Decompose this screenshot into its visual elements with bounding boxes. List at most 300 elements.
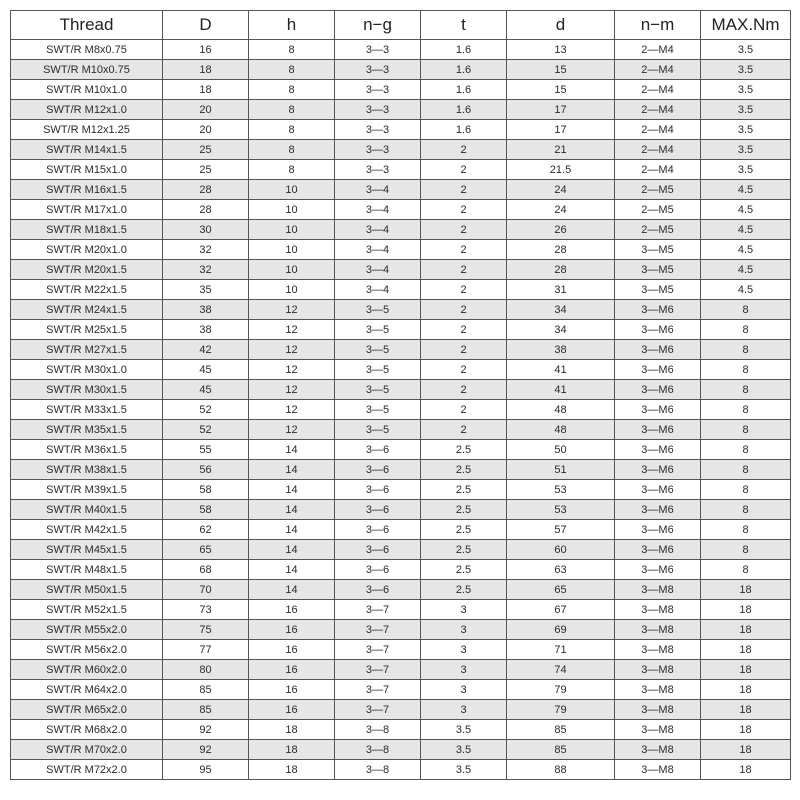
- n-g-cell: 3—4: [335, 180, 421, 200]
- thread-cell: SWT/R M30x1.5: [11, 380, 163, 400]
- n-g-cell: 3—7: [335, 620, 421, 640]
- t-cell: 2: [421, 380, 507, 400]
- table-header: [11, 11, 791, 40]
- t-cell: 2.5: [421, 540, 507, 560]
- t-cell: 3.5: [421, 720, 507, 740]
- thread-cell: SWT/R M20x1.5: [11, 260, 163, 280]
- n-g-cell: 3—5: [335, 340, 421, 360]
- table-row: [11, 560, 791, 580]
- n-g-cell: 3—5: [335, 380, 421, 400]
- n-g-cell: 3—6: [335, 460, 421, 480]
- t-cell: 3: [421, 660, 507, 680]
- t-cell: 1.6: [421, 40, 507, 60]
- d-inner-cell: 48: [507, 420, 615, 440]
- t-cell: 2: [421, 360, 507, 380]
- max-nm-cell: 18: [701, 740, 791, 760]
- h-cell: 14: [249, 520, 335, 540]
- d-outer-cell: 62: [163, 520, 249, 540]
- header-t: t: [421, 11, 507, 40]
- max-nm-cell: 8: [701, 480, 791, 500]
- max-nm-cell: 3.5: [701, 120, 791, 140]
- max-nm-cell: 8: [701, 440, 791, 460]
- thread-cell: SWT/R M12x1.25: [11, 120, 163, 140]
- header-h: h: [249, 11, 335, 40]
- thread-cell: SWT/R M52x1.5: [11, 600, 163, 620]
- h-cell: 8: [249, 60, 335, 80]
- table-row: [11, 580, 791, 600]
- thread-cell: SWT/R M42x1.5: [11, 520, 163, 540]
- n-g-cell: 3—7: [335, 700, 421, 720]
- n-m-cell: 2—M4: [615, 40, 701, 60]
- d-inner-cell: 21: [507, 140, 615, 160]
- n-m-cell: 2—M5: [615, 220, 701, 240]
- max-nm-cell: 18: [701, 760, 791, 780]
- table-row: [11, 80, 791, 100]
- thread-cell: SWT/R M56x2.0: [11, 640, 163, 660]
- d-outer-cell: 25: [163, 140, 249, 160]
- d-outer-cell: 32: [163, 260, 249, 280]
- n-m-cell: 3—M6: [615, 420, 701, 440]
- d-inner-cell: 79: [507, 700, 615, 720]
- max-nm-cell: 18: [701, 700, 791, 720]
- h-cell: 16: [249, 600, 335, 620]
- d-inner-cell: 41: [507, 380, 615, 400]
- thread-spec-table: [10, 10, 791, 780]
- n-m-cell: 2—M4: [615, 100, 701, 120]
- d-inner-cell: 57: [507, 520, 615, 540]
- d-inner-cell: 28: [507, 240, 615, 260]
- header-thread: Thread: [11, 11, 163, 40]
- n-g-cell: 3—6: [335, 480, 421, 500]
- n-g-cell: 3—8: [335, 760, 421, 780]
- d-inner-cell: 41: [507, 360, 615, 380]
- d-outer-cell: 16: [163, 40, 249, 60]
- header-d-outer: D: [163, 11, 249, 40]
- n-g-cell: 3—5: [335, 320, 421, 340]
- h-cell: 16: [249, 680, 335, 700]
- d-outer-cell: 28: [163, 200, 249, 220]
- d-inner-cell: 34: [507, 300, 615, 320]
- table-row: [11, 380, 791, 400]
- n-g-cell: 3—3: [335, 160, 421, 180]
- table-row: [11, 220, 791, 240]
- d-outer-cell: 65: [163, 540, 249, 560]
- d-inner-cell: 74: [507, 660, 615, 680]
- d-inner-cell: 13: [507, 40, 615, 60]
- h-cell: 8: [249, 100, 335, 120]
- t-cell: 2: [421, 140, 507, 160]
- n-g-cell: 3—7: [335, 640, 421, 660]
- d-outer-cell: 28: [163, 180, 249, 200]
- max-nm-cell: 18: [701, 720, 791, 740]
- n-m-cell: 3—M8: [615, 640, 701, 660]
- thread-cell: SWT/R M8x0.75: [11, 40, 163, 60]
- n-m-cell: 3—M6: [615, 340, 701, 360]
- thread-cell: SWT/R M55x2.0: [11, 620, 163, 640]
- thread-cell: SWT/R M36x1.5: [11, 440, 163, 460]
- n-g-cell: 3—5: [335, 400, 421, 420]
- h-cell: 16: [249, 640, 335, 660]
- t-cell: 2: [421, 420, 507, 440]
- n-g-cell: 3—6: [335, 540, 421, 560]
- n-m-cell: 3—M8: [615, 760, 701, 780]
- h-cell: 12: [249, 320, 335, 340]
- n-m-cell: 3—M8: [615, 680, 701, 700]
- n-m-cell: 3—M8: [615, 600, 701, 620]
- d-outer-cell: 85: [163, 680, 249, 700]
- d-inner-cell: 85: [507, 720, 615, 740]
- d-inner-cell: 88: [507, 760, 615, 780]
- max-nm-cell: 8: [701, 380, 791, 400]
- max-nm-cell: 8: [701, 400, 791, 420]
- max-nm-cell: 4.5: [701, 280, 791, 300]
- d-outer-cell: 38: [163, 320, 249, 340]
- n-m-cell: 3—M5: [615, 240, 701, 260]
- n-m-cell: 3—M6: [615, 480, 701, 500]
- n-g-cell: 3—3: [335, 40, 421, 60]
- n-g-cell: 3—4: [335, 220, 421, 240]
- h-cell: 12: [249, 340, 335, 360]
- table-row: [11, 540, 791, 560]
- h-cell: 10: [249, 240, 335, 260]
- d-inner-cell: 85: [507, 740, 615, 760]
- thread-cell: SWT/R M45x1.5: [11, 540, 163, 560]
- n-m-cell: 3—M8: [615, 620, 701, 640]
- n-m-cell: 2—M4: [615, 120, 701, 140]
- d-outer-cell: 42: [163, 340, 249, 360]
- d-inner-cell: 17: [507, 100, 615, 120]
- table-row: [11, 40, 791, 60]
- max-nm-cell: 3.5: [701, 80, 791, 100]
- n-m-cell: 3—M6: [615, 400, 701, 420]
- table-row: [11, 620, 791, 640]
- n-m-cell: 3—M8: [615, 720, 701, 740]
- max-nm-cell: 18: [701, 620, 791, 640]
- d-inner-cell: 26: [507, 220, 615, 240]
- table-row: [11, 420, 791, 440]
- n-m-cell: 3—M6: [615, 440, 701, 460]
- thread-cell: SWT/R M68x2.0: [11, 720, 163, 740]
- d-outer-cell: 68: [163, 560, 249, 580]
- h-cell: 12: [249, 400, 335, 420]
- header-n-m: n−m: [615, 11, 701, 40]
- thread-cell: SWT/R M50x1.5: [11, 580, 163, 600]
- h-cell: 12: [249, 380, 335, 400]
- d-outer-cell: 85: [163, 700, 249, 720]
- n-g-cell: 3—4: [335, 240, 421, 260]
- thread-cell: SWT/R M40x1.5: [11, 500, 163, 520]
- t-cell: 3: [421, 600, 507, 620]
- table-row: [11, 600, 791, 620]
- max-nm-cell: 4.5: [701, 180, 791, 200]
- d-inner-cell: 53: [507, 500, 615, 520]
- h-cell: 14: [249, 460, 335, 480]
- max-nm-cell: 8: [701, 560, 791, 580]
- thread-cell: SWT/R M72x2.0: [11, 760, 163, 780]
- h-cell: 10: [249, 180, 335, 200]
- t-cell: 2: [421, 160, 507, 180]
- max-nm-cell: 4.5: [701, 200, 791, 220]
- max-nm-cell: 4.5: [701, 260, 791, 280]
- d-outer-cell: 70: [163, 580, 249, 600]
- h-cell: 18: [249, 760, 335, 780]
- d-inner-cell: 48: [507, 400, 615, 420]
- t-cell: 2.5: [421, 440, 507, 460]
- d-outer-cell: 52: [163, 400, 249, 420]
- d-inner-cell: 34: [507, 320, 615, 340]
- table-row: [11, 440, 791, 460]
- n-g-cell: 3—8: [335, 740, 421, 760]
- table-row: [11, 480, 791, 500]
- thread-cell: SWT/R M17x1.0: [11, 200, 163, 220]
- n-m-cell: 3—M6: [615, 360, 701, 380]
- table-row: [11, 180, 791, 200]
- thread-cell: SWT/R M48x1.5: [11, 560, 163, 580]
- thread-cell: SWT/R M10x1.0: [11, 80, 163, 100]
- h-cell: 14: [249, 480, 335, 500]
- h-cell: 14: [249, 540, 335, 560]
- d-outer-cell: 18: [163, 60, 249, 80]
- thread-cell: SWT/R M10x0.75: [11, 60, 163, 80]
- d-outer-cell: 35: [163, 280, 249, 300]
- max-nm-cell: 4.5: [701, 240, 791, 260]
- max-nm-cell: 8: [701, 340, 791, 360]
- thread-cell: SWT/R M16x1.5: [11, 180, 163, 200]
- t-cell: 2.5: [421, 580, 507, 600]
- n-g-cell: 3—3: [335, 100, 421, 120]
- d-outer-cell: 55: [163, 440, 249, 460]
- h-cell: 8: [249, 140, 335, 160]
- h-cell: 10: [249, 260, 335, 280]
- d-outer-cell: 75: [163, 620, 249, 640]
- d-outer-cell: 25: [163, 160, 249, 180]
- d-inner-cell: 53: [507, 480, 615, 500]
- t-cell: 2: [421, 220, 507, 240]
- t-cell: 2.5: [421, 460, 507, 480]
- n-g-cell: 3—4: [335, 200, 421, 220]
- d-inner-cell: 51: [507, 460, 615, 480]
- table-row: [11, 680, 791, 700]
- thread-cell: SWT/R M22x1.5: [11, 280, 163, 300]
- n-g-cell: 3—4: [335, 260, 421, 280]
- t-cell: 2.5: [421, 560, 507, 580]
- table-row: [11, 280, 791, 300]
- table-row: [11, 60, 791, 80]
- n-m-cell: 3—M6: [615, 380, 701, 400]
- table-row: [11, 720, 791, 740]
- d-outer-cell: 73: [163, 600, 249, 620]
- h-cell: 18: [249, 720, 335, 740]
- max-nm-cell: 18: [701, 640, 791, 660]
- t-cell: 2: [421, 400, 507, 420]
- n-m-cell: 3—M5: [615, 280, 701, 300]
- table-row: [11, 460, 791, 480]
- n-g-cell: 3—6: [335, 440, 421, 460]
- n-m-cell: 3—M5: [615, 260, 701, 280]
- max-nm-cell: 3.5: [701, 140, 791, 160]
- d-inner-cell: 60: [507, 540, 615, 560]
- t-cell: 3: [421, 680, 507, 700]
- t-cell: 1.6: [421, 120, 507, 140]
- n-g-cell: 3—6: [335, 560, 421, 580]
- n-g-cell: 3—6: [335, 580, 421, 600]
- h-cell: 16: [249, 660, 335, 680]
- n-g-cell: 3—7: [335, 600, 421, 620]
- h-cell: 10: [249, 220, 335, 240]
- d-outer-cell: 77: [163, 640, 249, 660]
- n-m-cell: 3—M8: [615, 660, 701, 680]
- t-cell: 2: [421, 320, 507, 340]
- n-m-cell: 2—M4: [615, 140, 701, 160]
- max-nm-cell: 18: [701, 580, 791, 600]
- d-inner-cell: 31: [507, 280, 615, 300]
- max-nm-cell: 8: [701, 420, 791, 440]
- thread-cell: SWT/R M70x2.0: [11, 740, 163, 760]
- table-row: [11, 200, 791, 220]
- max-nm-cell: 3.5: [701, 60, 791, 80]
- t-cell: 2: [421, 260, 507, 280]
- thread-cell: SWT/R M20x1.0: [11, 240, 163, 260]
- n-g-cell: 3—5: [335, 360, 421, 380]
- t-cell: 1.6: [421, 80, 507, 100]
- max-nm-cell: 18: [701, 660, 791, 680]
- n-g-cell: 3—3: [335, 80, 421, 100]
- thread-cell: SWT/R M35x1.5: [11, 420, 163, 440]
- h-cell: 8: [249, 120, 335, 140]
- h-cell: 10: [249, 200, 335, 220]
- max-nm-cell: 8: [701, 540, 791, 560]
- d-outer-cell: 18: [163, 80, 249, 100]
- table-row: [11, 300, 791, 320]
- max-nm-cell: 8: [701, 360, 791, 380]
- thread-cell: SWT/R M65x2.0: [11, 700, 163, 720]
- table-row: [11, 660, 791, 680]
- max-nm-cell: 8: [701, 300, 791, 320]
- table-row: [11, 700, 791, 720]
- t-cell: 2: [421, 300, 507, 320]
- thread-cell: SWT/R M12x1.0: [11, 100, 163, 120]
- n-g-cell: 3—8: [335, 720, 421, 740]
- d-inner-cell: 65: [507, 580, 615, 600]
- n-m-cell: 3—M8: [615, 700, 701, 720]
- h-cell: 12: [249, 300, 335, 320]
- d-inner-cell: 38: [507, 340, 615, 360]
- table-row: [11, 740, 791, 760]
- max-nm-cell: 3.5: [701, 160, 791, 180]
- n-m-cell: 3—M6: [615, 520, 701, 540]
- header-d-inner: d: [507, 11, 615, 40]
- thread-cell: SWT/R M33x1.5: [11, 400, 163, 420]
- thread-cell: SWT/R M30x1.0: [11, 360, 163, 380]
- n-m-cell: 2—M4: [615, 160, 701, 180]
- h-cell: 8: [249, 80, 335, 100]
- n-g-cell: 3—6: [335, 500, 421, 520]
- d-outer-cell: 58: [163, 480, 249, 500]
- d-inner-cell: 17: [507, 120, 615, 140]
- thread-cell: SWT/R M27x1.5: [11, 340, 163, 360]
- thread-cell: SWT/R M25x1.5: [11, 320, 163, 340]
- n-m-cell: 3—M6: [615, 460, 701, 480]
- thread-cell: SWT/R M24x1.5: [11, 300, 163, 320]
- n-m-cell: 3—M8: [615, 580, 701, 600]
- d-outer-cell: 95: [163, 760, 249, 780]
- d-outer-cell: 45: [163, 360, 249, 380]
- max-nm-cell: 8: [701, 500, 791, 520]
- n-g-cell: 3—7: [335, 660, 421, 680]
- d-outer-cell: 32: [163, 240, 249, 260]
- t-cell: 2: [421, 240, 507, 260]
- thread-cell: SWT/R M18x1.5: [11, 220, 163, 240]
- n-m-cell: 3—M6: [615, 540, 701, 560]
- table-row: [11, 400, 791, 420]
- thread-cell: SWT/R M38x1.5: [11, 460, 163, 480]
- table-row: [11, 760, 791, 780]
- n-m-cell: 2—M5: [615, 200, 701, 220]
- thread-cell: SWT/R M60x2.0: [11, 660, 163, 680]
- n-g-cell: 3—3: [335, 60, 421, 80]
- t-cell: 2.5: [421, 500, 507, 520]
- d-inner-cell: 24: [507, 200, 615, 220]
- n-m-cell: 3—M8: [615, 740, 701, 760]
- d-outer-cell: 45: [163, 380, 249, 400]
- d-inner-cell: 63: [507, 560, 615, 580]
- h-cell: 14: [249, 560, 335, 580]
- table-row: [11, 340, 791, 360]
- d-outer-cell: 20: [163, 120, 249, 140]
- h-cell: 8: [249, 160, 335, 180]
- thread-cell: SWT/R M15x1.0: [11, 160, 163, 180]
- max-nm-cell: 18: [701, 600, 791, 620]
- n-g-cell: 3—3: [335, 120, 421, 140]
- n-m-cell: 3—M6: [615, 300, 701, 320]
- h-cell: 16: [249, 620, 335, 640]
- table-row: [11, 500, 791, 520]
- h-cell: 14: [249, 440, 335, 460]
- header-row: [11, 11, 791, 40]
- t-cell: 3.5: [421, 740, 507, 760]
- table-row: [11, 520, 791, 540]
- h-cell: 12: [249, 360, 335, 380]
- n-g-cell: 3—5: [335, 300, 421, 320]
- t-cell: 3: [421, 640, 507, 660]
- d-outer-cell: 56: [163, 460, 249, 480]
- t-cell: 2: [421, 200, 507, 220]
- n-m-cell: 3—M6: [615, 320, 701, 340]
- d-inner-cell: 50: [507, 440, 615, 460]
- n-g-cell: 3—6: [335, 520, 421, 540]
- d-outer-cell: 80: [163, 660, 249, 680]
- table-row: [11, 140, 791, 160]
- t-cell: 3.5: [421, 760, 507, 780]
- t-cell: 1.6: [421, 60, 507, 80]
- d-inner-cell: 15: [507, 60, 615, 80]
- h-cell: 18: [249, 740, 335, 760]
- max-nm-cell: 18: [701, 680, 791, 700]
- d-inner-cell: 15: [507, 80, 615, 100]
- t-cell: 2: [421, 280, 507, 300]
- d-outer-cell: 58: [163, 500, 249, 520]
- thread-cell: SWT/R M14x1.5: [11, 140, 163, 160]
- d-inner-cell: 79: [507, 680, 615, 700]
- t-cell: 1.6: [421, 100, 507, 120]
- t-cell: 2.5: [421, 480, 507, 500]
- d-inner-cell: 71: [507, 640, 615, 660]
- table-row: [11, 240, 791, 260]
- n-m-cell: 3—M6: [615, 560, 701, 580]
- table-row: [11, 320, 791, 340]
- n-m-cell: 2—M4: [615, 80, 701, 100]
- table-row: [11, 640, 791, 660]
